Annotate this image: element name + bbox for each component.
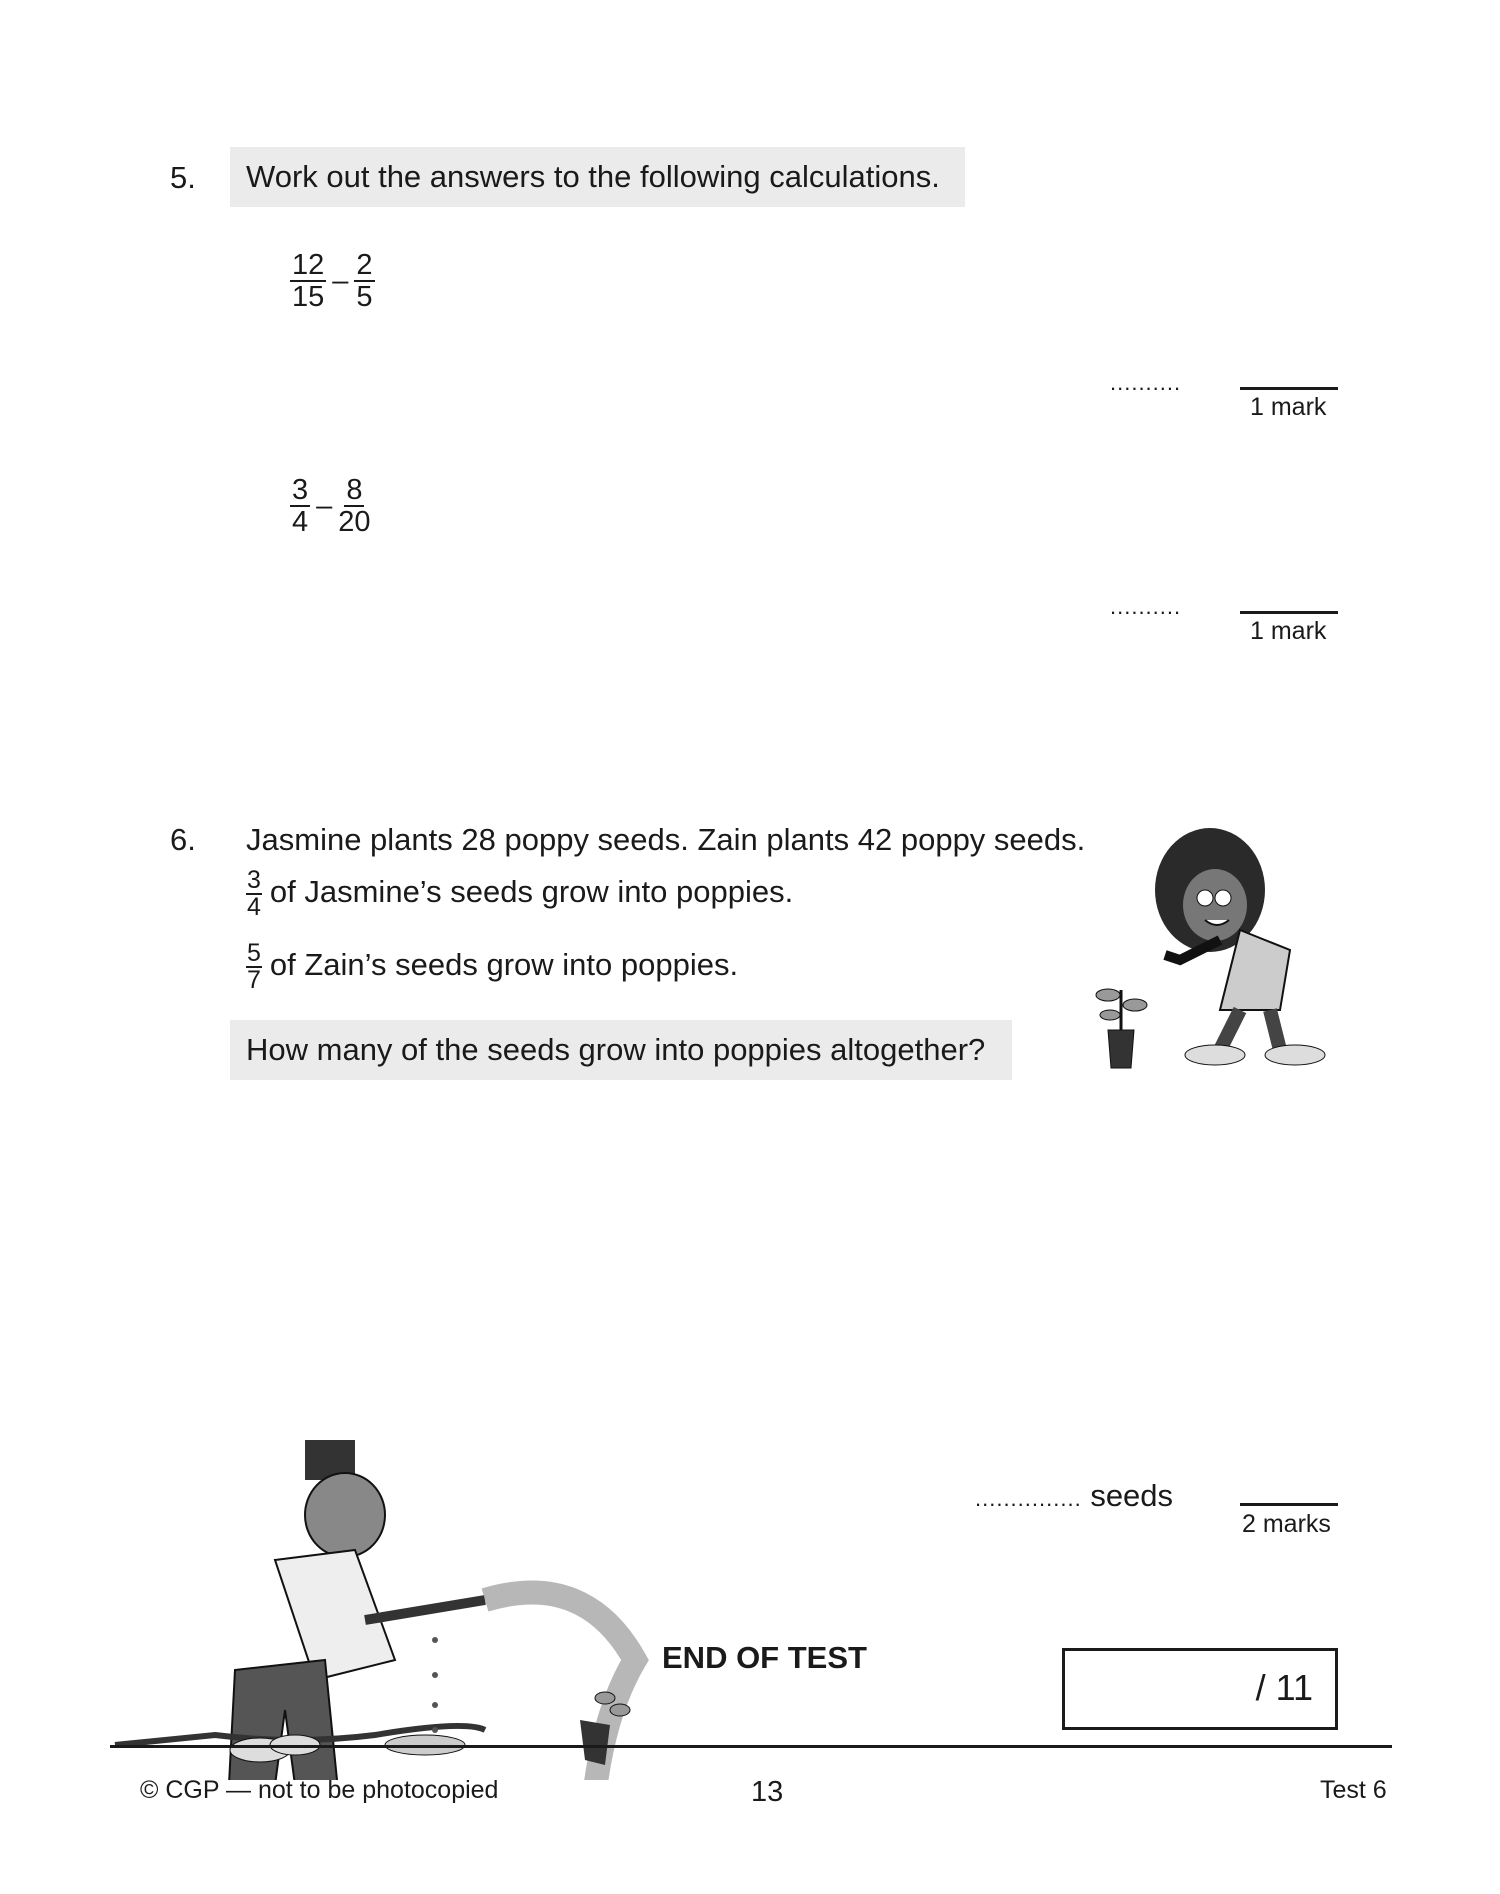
question-6-line-1: Jasmine plants 28 poppy seeds. Zain plants 42 poppy seeds. <box>246 822 1086 857</box>
numerator: 8 <box>346 474 363 506</box>
marks-label: 1 mark <box>1250 393 1327 421</box>
end-of-test-label: END OF TEST <box>662 1640 867 1675</box>
marks-label: 2 marks <box>1242 1510 1331 1538</box>
question-6-number: 6. <box>170 822 196 857</box>
answer-unit: seeds <box>1090 1478 1174 1513</box>
minus-sign: – <box>316 489 333 522</box>
denominator: 4 <box>292 506 309 538</box>
fraction <box>338 475 370 537</box>
calculation-1 <box>290 250 375 312</box>
fraction: $\frac{3}{4}$ <box>247 866 261 921</box>
calculation-2 <box>290 475 371 537</box>
answer-2-space[interactable]: .......... <box>1110 594 1182 619</box>
minus-sign: – <box>332 264 349 297</box>
fraction: $\frac{5}{7}$ <box>247 939 261 994</box>
question-6-line-3: $\frac{5}{7}$ of Zain’s seeds grow into poppies. <box>247 939 739 994</box>
mark-line <box>1240 1503 1338 1506</box>
question-5-number: 5. <box>170 160 196 195</box>
mark-line <box>1240 387 1338 390</box>
denominator: 20 <box>338 506 371 538</box>
question-6-prompt: How many of the seeds grow into poppies altogether? <box>230 1020 1012 1080</box>
answer-1-space[interactable]: .......... <box>1110 370 1182 395</box>
fraction <box>290 250 326 312</box>
score-box[interactable] <box>1062 1648 1338 1730</box>
denominator: 5 <box>356 281 373 313</box>
marks-label: 1 mark <box>1250 617 1327 645</box>
footer-divider <box>110 1745 1392 1748</box>
page-number: 13 <box>751 1776 784 1808</box>
numerator: 3 <box>292 474 309 506</box>
question-5-instruction: Work out the answers to the following calculations. <box>230 147 965 207</box>
question-6-line-2: $\frac{3}{4}$ of Jasmine’s seeds grow into poppies. <box>247 866 794 921</box>
numerator: 2 <box>356 249 373 281</box>
score-total: / 11 <box>1255 1667 1313 1708</box>
gardener-watering-illustration <box>105 1430 665 1780</box>
answer-dots[interactable]: ............... <box>975 1486 1082 1511</box>
footer-copyright: © CGP — not to be photocopied <box>140 1776 499 1804</box>
girl-planting-illustration <box>1090 820 1350 1080</box>
mark-line <box>1240 611 1338 614</box>
numerator: 12 <box>292 249 325 281</box>
fraction <box>290 475 310 537</box>
denominator: 15 <box>292 281 325 313</box>
footer-test-label: Test 6 <box>1320 1776 1387 1804</box>
answer-3-space[interactable] <box>975 1478 1173 1514</box>
fraction <box>354 250 374 312</box>
